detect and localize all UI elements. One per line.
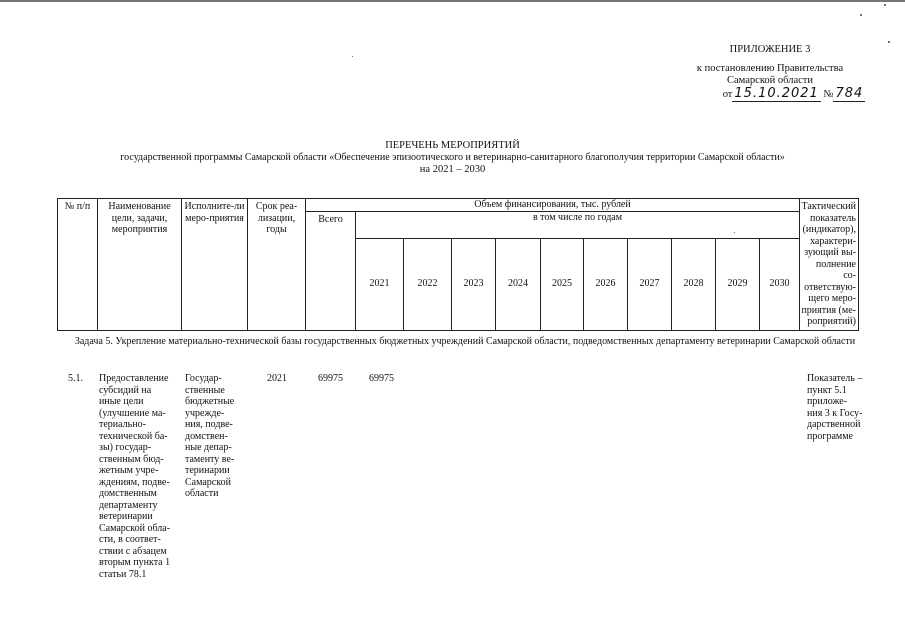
scan-speck (352, 56, 353, 57)
appendix-resolution: к постановлению Правительства (696, 62, 844, 74)
row-executor (185, 373, 249, 500)
measure-name-line: департаменту (99, 499, 158, 511)
indicator-line: пункт 5.1 (807, 384, 847, 396)
row-total: 69975 (318, 373, 343, 384)
year-2025: 2025 (541, 238, 584, 330)
row-measure-name (99, 373, 181, 580)
executor-line: Самарской (185, 476, 231, 488)
measure-name-line: статьи 78.1 (99, 568, 147, 580)
executor-line: теринарии (185, 465, 230, 476)
measure-name-line: (улучшение ма- (99, 407, 166, 419)
measure-name-line: ствии с абзацем (99, 545, 167, 557)
col-total-header: Всего (306, 211, 356, 330)
measure-name-line: ветеринарии (99, 511, 153, 522)
year-2027: 2027 (628, 238, 672, 330)
year-2021: 2021 (356, 238, 404, 330)
indicator-line: Показатель – (807, 373, 863, 384)
indicator-line: программе (807, 430, 853, 442)
scan-speck (888, 41, 890, 43)
page-period: на 2021 – 2030 (419, 164, 486, 175)
measure-name-line: субсидий на (99, 384, 152, 396)
row-term: 2021 (267, 373, 287, 384)
appendix-region: Самарской области (727, 75, 813, 86)
appendix-number-label: № (823, 88, 834, 100)
measure-name-line: жетным учре- (99, 465, 159, 476)
executor-line: учрежде- (185, 407, 225, 419)
measure-name-line: ждениям, подве- (99, 476, 170, 488)
col-name-header: Наименование цели, задачи, мероприятия (98, 199, 182, 331)
year-2029: 2029 (716, 238, 760, 330)
task-5-heading: Задача 5. Укрепление материально-технической базы государственных бюджетных учреждений Самарской области, подведомственных департаменту ветеринарии Самарской области (74, 336, 856, 347)
measure-name-line: сти, в соответ- (99, 534, 161, 545)
measure-name-line: зы) государ- (99, 442, 152, 453)
scan-edge-line (0, 0, 905, 2)
measure-name-line: технической ба- (99, 430, 168, 442)
executor-line: домствен- (185, 430, 228, 442)
year-2024: 2024 (496, 238, 541, 330)
indicator-line: приложе- (807, 396, 847, 407)
executor-line: Государ- (185, 373, 222, 384)
executor-line: области (185, 488, 219, 499)
year-2028: 2028 (672, 238, 716, 330)
measure-name-line: Самарской обла- (99, 522, 171, 534)
executor-line: бюджетные (185, 396, 235, 407)
page-subtitle: государственной программы Самарской области «Обеспечение эпизоотического и ветеринарно-санитарного благополучия территории Самарской области» (120, 152, 785, 163)
scan-speck (884, 4, 886, 6)
appendix-from-label: от (722, 88, 733, 100)
year-2026: 2026 (584, 238, 628, 330)
appendix-date: 15.10.2021 (734, 85, 819, 101)
indicator-line: дарственной (807, 419, 861, 430)
col-executor-header: Исполните-ли меро-приятия (182, 199, 248, 331)
page-title: ПЕРЕЧЕНЬ МЕРОПРИЯТИЙ (385, 140, 520, 151)
appendix-block (640, 44, 900, 101)
executor-line: ния, подве- (185, 419, 233, 430)
measure-name-line: иные цели (99, 396, 144, 407)
measure-name-line: териально- (99, 419, 146, 430)
col-finance-header: Объем финансирования, тыс. рублей (306, 199, 800, 212)
scan-speck (734, 232, 735, 233)
measure-name-line: вторым пункта 1 (99, 557, 171, 568)
col-number-header: № п/п (58, 199, 98, 331)
measures-table-header (57, 198, 859, 331)
appendix-title: ПРИЛОЖЕНИЕ 3 (729, 44, 811, 55)
col-by-years-header: в том числе по годам (356, 211, 800, 238)
scan-speck (860, 14, 862, 16)
executor-line: ственные (185, 384, 225, 396)
col-indicator-header: Тактический показатель (индикатор), характери-зующий вы-полнение со-ответствую-щего меро-приятия (ме-роприятий) (800, 199, 859, 331)
year-2023: 2023 (452, 238, 496, 330)
row-2021-value: 69975 (369, 373, 394, 384)
measure-name-line: Предоставление (99, 373, 169, 384)
col-term-header: Срок реа-лизации, годы (248, 199, 306, 331)
executor-line: ные депар- (185, 442, 232, 453)
executor-line: таменту ве- (185, 453, 235, 465)
appendix-number: 784 (835, 85, 864, 101)
row-indicator (807, 373, 871, 442)
measure-name-line: ственным бюд- (99, 453, 164, 465)
year-2022: 2022 (404, 238, 452, 330)
year-2030: 2030 (760, 238, 800, 330)
measure-name-line: домственным (99, 488, 157, 499)
row-number: 5.1. (68, 373, 83, 384)
indicator-line: ния 3 к Госу- (807, 407, 863, 419)
